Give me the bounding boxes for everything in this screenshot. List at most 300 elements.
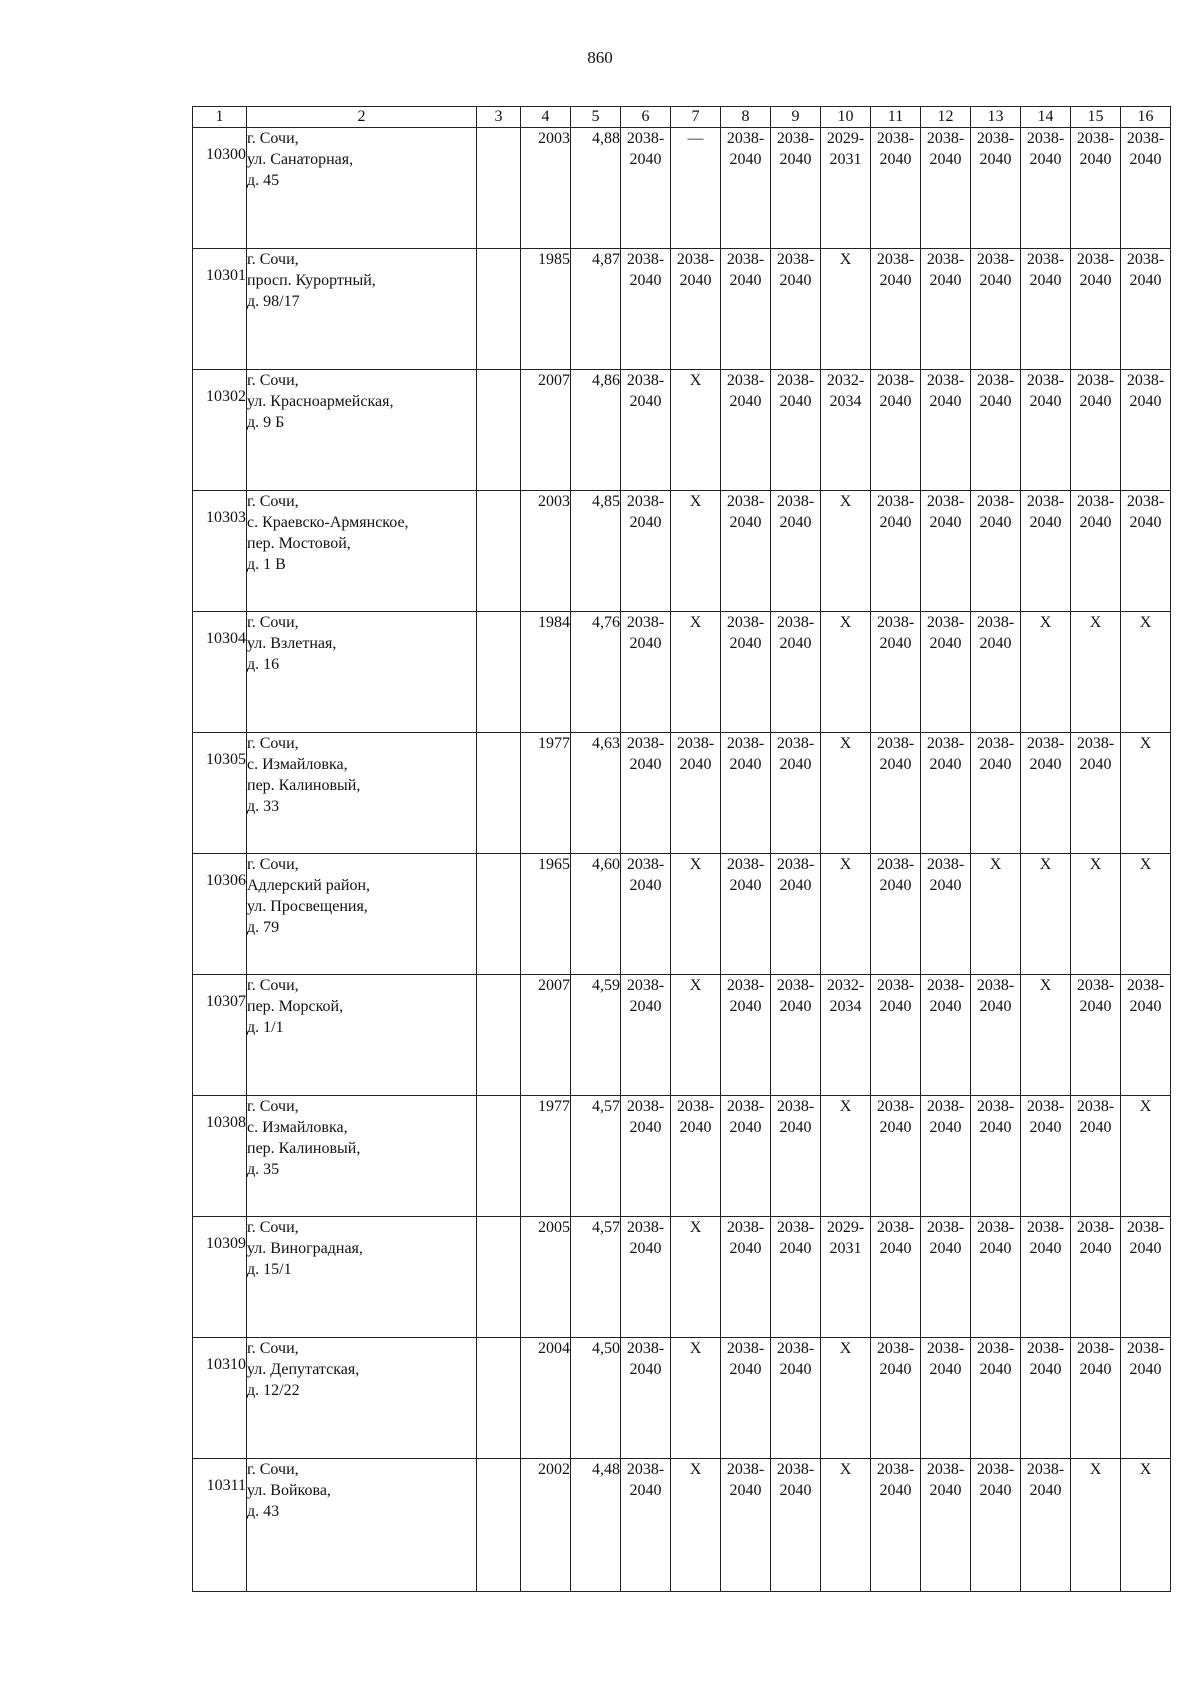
- period-text: 2038- 2040: [1026, 493, 1065, 531]
- column-number-header: 14: [1021, 107, 1071, 128]
- period-text: 2038- 2040: [1076, 735, 1115, 773]
- period-cell: [621, 1338, 671, 1459]
- period-cell: [771, 1096, 821, 1217]
- period-text: 2038- 2040: [626, 130, 665, 168]
- object-number: 10308: [206, 1114, 246, 1131]
- period-text: 2038- 2040: [976, 1098, 1015, 1136]
- period-text: 2038- 2040: [726, 493, 765, 531]
- period-cell: [1121, 854, 1171, 975]
- period-cell: [671, 975, 721, 1096]
- period-cell: [721, 1096, 771, 1217]
- period-text: 2038- 2040: [626, 735, 665, 773]
- period-cell: [1121, 612, 1171, 733]
- period-text: X: [1039, 977, 1052, 994]
- period-text: 2038- 2040: [776, 130, 815, 168]
- object-number-cell: [193, 1338, 247, 1459]
- period-cell: [621, 491, 671, 612]
- period-cell: [621, 1096, 671, 1217]
- year-cell: 1984: [521, 612, 571, 733]
- period-cell: [671, 491, 721, 612]
- column-number-header: 8: [721, 107, 771, 128]
- period-cell: [921, 854, 971, 975]
- value-cell: 4,86: [571, 370, 621, 491]
- period-cell: [1071, 249, 1121, 370]
- object-number-cell: [193, 975, 247, 1096]
- period-cell: [771, 1459, 821, 1592]
- table-row: [193, 975, 1171, 1096]
- period-text: 2038- 2040: [926, 856, 965, 894]
- period-text: 2038- 2040: [776, 372, 815, 410]
- period-cell: [921, 1217, 971, 1338]
- address-line: ул. Войкова,: [247, 1482, 331, 1499]
- period-cell: [621, 370, 671, 491]
- period-cell: [671, 370, 721, 491]
- column-3-cell: [477, 1217, 521, 1338]
- period-text: 2038- 2040: [626, 251, 665, 289]
- value-cell: 4,63: [571, 733, 621, 854]
- period-text: X: [989, 856, 1002, 873]
- period-text: X: [1139, 614, 1152, 631]
- value-cell: 4,85: [571, 491, 621, 612]
- period-cell: [1121, 1338, 1171, 1459]
- object-number: 10303: [206, 509, 246, 526]
- value-cell: 4,87: [571, 249, 621, 370]
- period-text: 2038- 2040: [876, 735, 915, 773]
- period-text: 2038- 2040: [626, 1098, 665, 1136]
- period-text: X: [1139, 735, 1152, 752]
- period-text: X: [689, 1340, 702, 1357]
- year-cell: 2002: [521, 1459, 571, 1592]
- column-number-header: 1: [193, 107, 247, 128]
- period-cell: [1021, 733, 1071, 854]
- period-text: 2038- 2040: [1126, 1340, 1165, 1378]
- column-3-cell: [477, 249, 521, 370]
- period-text: 2038- 2040: [976, 735, 1015, 773]
- period-cell: [1121, 249, 1171, 370]
- address-line: г. Сочи,: [247, 1219, 299, 1236]
- column-number-header: 11: [871, 107, 921, 128]
- address-cell: [247, 733, 477, 854]
- address-line: г. Сочи,: [247, 735, 299, 752]
- period-cell: [921, 975, 971, 1096]
- object-number: 10310: [206, 1356, 246, 1373]
- year-cell: 1977: [521, 1096, 571, 1217]
- address-line: ул. Просвещения,: [247, 898, 368, 915]
- period-cell: [1071, 1459, 1121, 1592]
- year-cell: 2003: [521, 128, 571, 249]
- period-text: 2038- 2040: [776, 856, 815, 894]
- table-row: [193, 1338, 1171, 1459]
- object-number-cell: [193, 1096, 247, 1217]
- value-cell: 4,57: [571, 1217, 621, 1338]
- period-text: 2038- 2040: [926, 372, 965, 410]
- period-cell: [921, 733, 971, 854]
- period-text: 2038- 2040: [676, 1098, 715, 1136]
- period-text: 2038- 2040: [626, 372, 665, 410]
- period-cell: [1021, 975, 1071, 1096]
- period-text: 2038- 2040: [626, 1461, 665, 1499]
- address-line: пер. Калиновый,: [247, 777, 361, 794]
- address-line: ул. Депутатская,: [247, 1361, 360, 1378]
- year-cell: 1965: [521, 854, 571, 975]
- period-text: 2038- 2040: [926, 1098, 965, 1136]
- period-cell: [621, 854, 671, 975]
- object-number-cell: [193, 612, 247, 733]
- period-cell: [871, 1459, 921, 1592]
- address-line: пер. Калиновый,: [247, 1140, 361, 1157]
- address-line: г. Сочи,: [247, 1340, 299, 1357]
- period-cell: [821, 249, 871, 370]
- period-text: 2038- 2040: [976, 977, 1015, 1015]
- period-cell: [671, 1459, 721, 1592]
- table-row: [193, 854, 1171, 975]
- period-cell: [821, 1338, 871, 1459]
- period-text: 2038- 2040: [726, 614, 765, 652]
- period-cell: [1071, 612, 1121, 733]
- period-cell: [671, 612, 721, 733]
- column-number-header: 12: [921, 107, 971, 128]
- object-number-cell: [193, 1459, 247, 1592]
- period-text: 2038- 2040: [926, 493, 965, 531]
- period-cell: [821, 1096, 871, 1217]
- period-cell: [671, 733, 721, 854]
- period-text: 2038- 2040: [676, 735, 715, 773]
- object-number-cell: [193, 1217, 247, 1338]
- period-text: X: [1139, 856, 1152, 873]
- value-cell: 4,59: [571, 975, 621, 1096]
- column-3-cell: [477, 370, 521, 491]
- table-row: [193, 733, 1171, 854]
- period-text: 2038- 2040: [926, 1340, 965, 1378]
- period-cell: [821, 128, 871, 249]
- address-line: д. 43: [247, 1503, 280, 1520]
- address-line: с. Измайловка,: [247, 1119, 348, 1136]
- period-text: X: [839, 735, 852, 752]
- period-text: 2038- 2040: [626, 1219, 665, 1257]
- period-text: 2038- 2040: [776, 1340, 815, 1378]
- period-text: 2038- 2040: [1076, 493, 1115, 531]
- year-cell: 2007: [521, 370, 571, 491]
- address-line: с. Измайловка,: [247, 756, 348, 773]
- period-text: 2038- 2040: [976, 372, 1015, 410]
- period-text: 2038- 2040: [876, 372, 915, 410]
- period-text: 2038- 2040: [1076, 1340, 1115, 1378]
- column-number-header: 3: [477, 107, 521, 128]
- column-number-header: 15: [1071, 107, 1121, 128]
- period-text: 2038- 2040: [876, 1461, 915, 1499]
- period-text: 2038- 2040: [926, 735, 965, 773]
- address-line: д. 1 В: [247, 556, 286, 573]
- value-cell: 4,76: [571, 612, 621, 733]
- value-cell: 4,88: [571, 128, 621, 249]
- column-number-header: 6: [621, 107, 671, 128]
- period-text: X: [1089, 1461, 1102, 1478]
- period-text: 2038- 2040: [726, 130, 765, 168]
- period-text: 2038- 2040: [726, 1219, 765, 1257]
- period-cell: [821, 1459, 871, 1592]
- period-cell: [871, 1217, 921, 1338]
- period-text: X: [689, 856, 702, 873]
- period-cell: [921, 249, 971, 370]
- period-cell: [671, 249, 721, 370]
- period-cell: [1121, 370, 1171, 491]
- object-number: 10301: [206, 267, 246, 284]
- period-cell: [1021, 249, 1071, 370]
- period-cell: [921, 1459, 971, 1592]
- period-text: 2038- 2040: [726, 735, 765, 773]
- period-text: X: [689, 1461, 702, 1478]
- period-text: 2038- 2040: [726, 977, 765, 1015]
- period-cell: [1021, 612, 1071, 733]
- period-cell: [921, 1338, 971, 1459]
- period-text: 2038- 2040: [876, 1098, 915, 1136]
- period-text: 2038- 2040: [776, 614, 815, 652]
- period-cell: [1071, 733, 1121, 854]
- period-cell: [821, 733, 871, 854]
- period-text: 2038- 2040: [726, 372, 765, 410]
- table-row: [193, 1096, 1171, 1217]
- period-text: 2038- 2040: [726, 1461, 765, 1499]
- period-cell: [621, 1217, 671, 1338]
- address-line: д. 1/1: [247, 1019, 284, 1036]
- column-number-header: 10: [821, 107, 871, 128]
- period-cell: [871, 370, 921, 491]
- column-3-cell: [477, 1338, 521, 1459]
- column-number-row: [193, 107, 1171, 128]
- period-cell: [771, 128, 821, 249]
- period-text: X: [689, 614, 702, 631]
- period-cell: [771, 975, 821, 1096]
- column-number-header: 5: [571, 107, 621, 128]
- period-cell: [771, 733, 821, 854]
- period-text: 2038- 2040: [1076, 372, 1115, 410]
- period-cell: [1121, 1217, 1171, 1338]
- period-cell: [1021, 128, 1071, 249]
- period-text: 2038- 2040: [876, 1340, 915, 1378]
- period-text: 2038- 2040: [1076, 1098, 1115, 1136]
- period-cell: [1071, 1338, 1121, 1459]
- period-text: 2038- 2040: [1076, 251, 1115, 289]
- period-text: 2038- 2040: [1026, 372, 1065, 410]
- object-number-cell: [193, 370, 247, 491]
- address-line: ул. Красноармейская,: [247, 393, 394, 410]
- table-row: [193, 249, 1171, 370]
- value-cell: 4,57: [571, 1096, 621, 1217]
- period-text: 2038- 2040: [726, 1098, 765, 1136]
- period-text: 2038- 2040: [626, 614, 665, 652]
- object-number: 10306: [206, 872, 246, 889]
- period-cell: [1121, 975, 1171, 1096]
- year-cell: 2004: [521, 1338, 571, 1459]
- object-number: 10305: [206, 751, 246, 768]
- period-cell: [871, 491, 921, 612]
- period-text: X: [839, 1340, 852, 1357]
- period-cell: [721, 370, 771, 491]
- period-cell: [721, 612, 771, 733]
- object-number: 10311: [206, 1477, 246, 1494]
- period-text: 2029- 2031: [826, 130, 865, 168]
- period-text: 2038- 2040: [976, 251, 1015, 289]
- period-text: 2038- 2040: [626, 1340, 665, 1378]
- period-cell: [1021, 1217, 1071, 1338]
- period-cell: [621, 1459, 671, 1592]
- period-cell: [971, 491, 1021, 612]
- address-line: с. Краевско-Армянское,: [247, 514, 409, 531]
- period-cell: [821, 491, 871, 612]
- object-number-cell: [193, 491, 247, 612]
- year-cell: 1985: [521, 249, 571, 370]
- period-text: X: [1089, 614, 1102, 631]
- address-cell: [247, 249, 477, 370]
- period-text: 2038- 2040: [876, 856, 915, 894]
- address-line: г. Сочи,: [247, 1461, 299, 1478]
- period-cell: [1121, 128, 1171, 249]
- period-text: 2038- 2040: [776, 251, 815, 289]
- address-line: г. Сочи,: [247, 1098, 299, 1115]
- period-cell: [671, 854, 721, 975]
- period-cell: [671, 1217, 721, 1338]
- period-text: 2038- 2040: [876, 1219, 915, 1257]
- period-text: 2038- 2040: [1126, 372, 1165, 410]
- period-cell: [1021, 1338, 1071, 1459]
- period-cell: [971, 1096, 1021, 1217]
- value-cell: 4,48: [571, 1459, 621, 1592]
- column-number-header: 16: [1121, 107, 1171, 128]
- period-cell: [721, 854, 771, 975]
- period-text: 2038- 2040: [776, 735, 815, 773]
- column-3-cell: [477, 975, 521, 1096]
- period-cell: [1071, 128, 1121, 249]
- period-text: X: [839, 856, 852, 873]
- period-cell: [971, 370, 1021, 491]
- year-cell: 2003: [521, 491, 571, 612]
- period-cell: [1121, 1096, 1171, 1217]
- period-text: 2038- 2040: [1026, 1461, 1065, 1499]
- period-cell: [971, 249, 1021, 370]
- period-cell: [1071, 854, 1121, 975]
- column-3-cell: [477, 733, 521, 854]
- period-cell: [921, 1096, 971, 1217]
- column-3-cell: [477, 612, 521, 733]
- address-cell: [247, 1217, 477, 1338]
- table-row: [193, 1217, 1171, 1338]
- period-text: 2038- 2040: [926, 130, 965, 168]
- period-cell: [771, 854, 821, 975]
- period-text: 2029- 2031: [826, 1219, 865, 1257]
- period-cell: [1021, 1459, 1071, 1592]
- period-text: X: [1089, 856, 1102, 873]
- period-text: X: [689, 372, 702, 389]
- table-row: [193, 370, 1171, 491]
- address-line: г. Сочи,: [247, 251, 299, 268]
- period-text: 2038- 2040: [876, 251, 915, 289]
- address-line: д. 16: [247, 656, 280, 673]
- address-line: д. 12/22: [247, 1382, 300, 1399]
- address-line: г. Сочи,: [247, 130, 299, 147]
- period-text: 2038- 2040: [876, 977, 915, 1015]
- period-cell: [1071, 975, 1121, 1096]
- period-text: X: [1039, 856, 1052, 873]
- column-number-header: 7: [671, 107, 721, 128]
- address-line: д. 15/1: [247, 1261, 292, 1278]
- period-text: 2038- 2040: [1076, 977, 1115, 1015]
- period-cell: [871, 612, 921, 733]
- column-3-cell: [477, 854, 521, 975]
- column-number-header: 4: [521, 107, 571, 128]
- period-text: 2032- 2034: [826, 372, 865, 410]
- period-text: 2038- 2040: [926, 1219, 965, 1257]
- column-3-cell: [477, 128, 521, 249]
- address-cell: [247, 1096, 477, 1217]
- period-text: 2038- 2040: [1126, 1219, 1165, 1257]
- period-cell: [1021, 491, 1071, 612]
- address-line: пер. Морской,: [247, 998, 344, 1015]
- period-cell: [1021, 854, 1071, 975]
- period-cell: [1071, 1096, 1121, 1217]
- period-cell: [671, 1096, 721, 1217]
- address-line: г. Сочи,: [247, 372, 299, 389]
- address-line: пер. Мостовой,: [247, 535, 351, 552]
- address-line: г. Сочи,: [247, 614, 299, 631]
- period-text: 2038- 2040: [976, 130, 1015, 168]
- period-text: X: [1139, 1098, 1152, 1115]
- period-text: X: [689, 977, 702, 994]
- period-text: 2038- 2040: [1076, 1219, 1115, 1257]
- period-text: 2038- 2040: [976, 1340, 1015, 1378]
- period-text: 2038- 2040: [876, 614, 915, 652]
- table-row: [193, 1459, 1171, 1592]
- period-text: 2038- 2040: [726, 856, 765, 894]
- period-cell: [771, 249, 821, 370]
- period-cell: [971, 854, 1021, 975]
- object-number: 10300: [206, 146, 246, 163]
- period-text: 2038- 2040: [1026, 130, 1065, 168]
- period-cell: [721, 249, 771, 370]
- object-number: 10304: [206, 630, 246, 647]
- period-text: 2038- 2040: [726, 1340, 765, 1378]
- period-text: 2038- 2040: [1026, 251, 1065, 289]
- period-text: 2038- 2040: [1126, 977, 1165, 1015]
- period-text: X: [689, 1219, 702, 1236]
- period-text: 2038- 2040: [926, 977, 965, 1015]
- period-cell: [871, 733, 921, 854]
- period-text: 2038- 2040: [1026, 1098, 1065, 1136]
- period-text: 2038- 2040: [1026, 1340, 1065, 1378]
- year-cell: 1977: [521, 733, 571, 854]
- address-cell: [247, 128, 477, 249]
- period-text: 2038- 2040: [676, 251, 715, 289]
- object-number-cell: [193, 854, 247, 975]
- address-line: д. 98/17: [247, 293, 300, 310]
- year-cell: 2005: [521, 1217, 571, 1338]
- period-text: 2038- 2040: [926, 251, 965, 289]
- period-text: 2038- 2040: [776, 493, 815, 531]
- object-number-cell: [193, 733, 247, 854]
- address-cell: [247, 1338, 477, 1459]
- period-text: 2032- 2034: [826, 977, 865, 1015]
- address-line: д. 9 Б: [247, 414, 285, 431]
- period-text: 2038- 2040: [976, 1219, 1015, 1257]
- value-cell: 4,50: [571, 1338, 621, 1459]
- period-text: 2038- 2040: [776, 1098, 815, 1136]
- object-number: 10302: [206, 388, 246, 405]
- address-line: г. Сочи,: [247, 856, 299, 873]
- period-cell: [821, 612, 871, 733]
- period-text: 2038- 2040: [726, 251, 765, 289]
- address-cell: [247, 975, 477, 1096]
- value-cell: 4,60: [571, 854, 621, 975]
- period-text: 2038- 2040: [876, 493, 915, 531]
